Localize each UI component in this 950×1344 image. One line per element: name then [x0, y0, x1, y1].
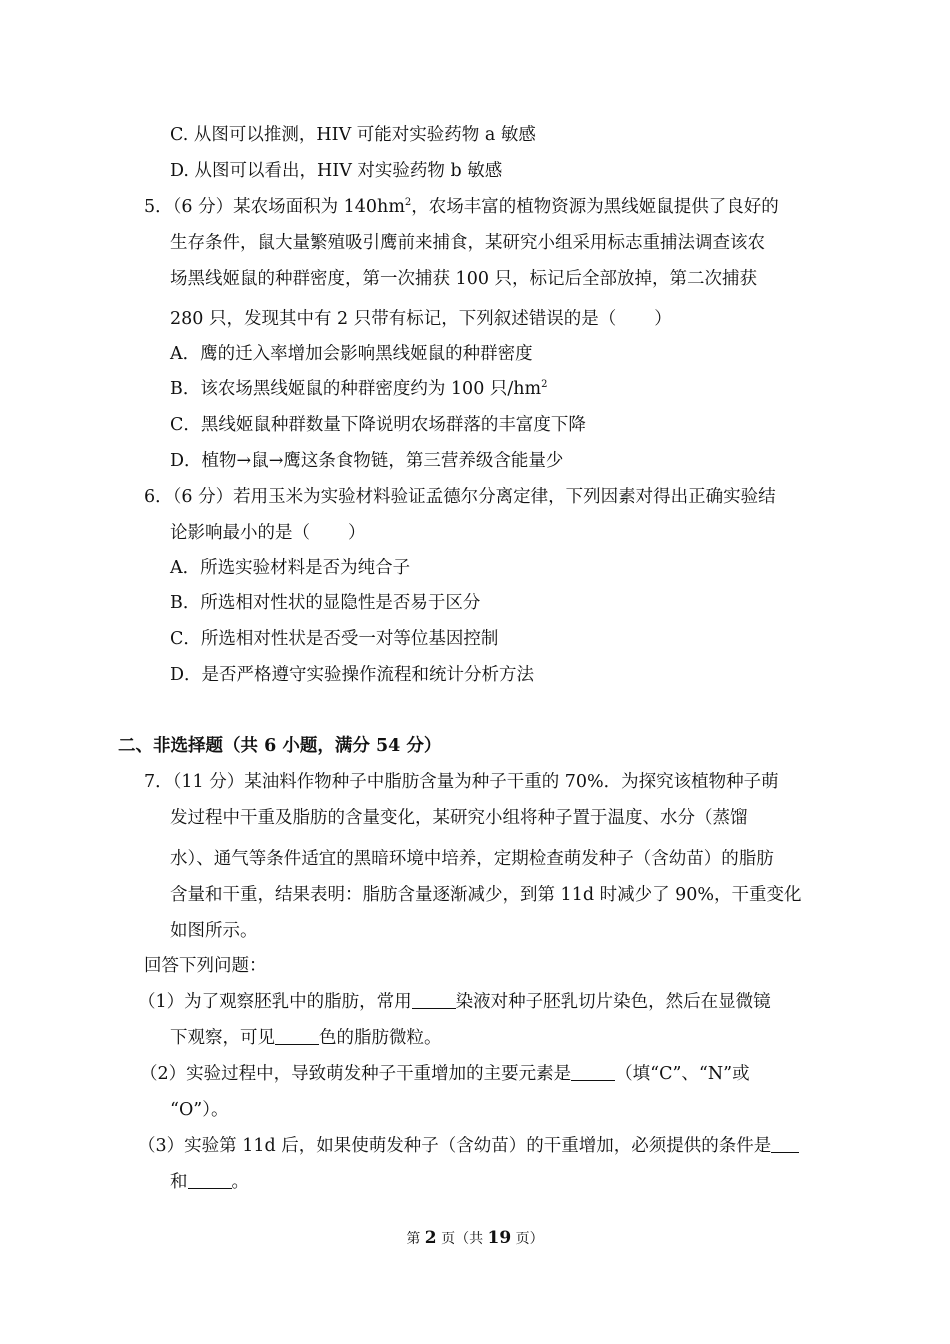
superscript: 2	[404, 197, 412, 209]
prev-option-c: C. 从图可以推测，HIV 可能对实验药物 a 敏感	[170, 125, 536, 145]
q7-part1-text: 下观察，可见	[170, 1028, 275, 1048]
footer-text: 页）	[515, 1231, 544, 1247]
q7-part3-text: （3）实验第 11d 后，如果使萌发种子（含幼苗）的干重增加，必须提供的条件是	[138, 1136, 772, 1156]
answer-blank[interactable]	[571, 1062, 615, 1081]
answer-blank[interactable]	[188, 1170, 232, 1189]
q7-line-3: 水）、通气等条件适宜的黑暗环境中培养，定期检查萌发种子（含幼苗）的脂肪	[170, 849, 774, 869]
q7-part2-text: （填“C”、“N”或	[615, 1064, 750, 1084]
q7-part3-text: 。	[231, 1172, 249, 1192]
page-number: 2	[424, 1228, 437, 1248]
q7-line-5: 如图所示。	[170, 921, 258, 941]
q5-option-d: D．植物→鼠→鹰这条食物链，第三营养级含能量少	[170, 451, 564, 471]
q5-line-4	[170, 307, 672, 331]
q7-line-4: 含量和干重，结果表明：脂肪含量逐渐减少，到第 11d 时减少了 90%，干重变化	[170, 885, 802, 905]
q6-text: 论影响最小的是（	[170, 523, 310, 543]
q7-part2-line-1	[140, 1062, 750, 1086]
q5-option-b	[170, 377, 548, 401]
answer-blank[interactable]	[412, 990, 456, 1009]
q5-text: 280 只，发现其中有 2 只带有标记，下列叙述错误的是（	[170, 309, 617, 329]
q5-option-a: A．鹰的迁入率增加会影响黑线姬鼠的种群密度	[170, 344, 533, 364]
q7-part1-line-1	[138, 990, 771, 1014]
q5-text: ）	[654, 309, 672, 329]
q7-line-1: 7．（11 分）某油料作物种子中脂肪含量为种子干重的 70%．为探究该植物种子萌	[144, 772, 779, 792]
q7-part1-text: （1）为了观察胚乳中的脂肪，常用	[138, 992, 412, 1012]
prev-option-d: D. 从图可以看出，HIV 对实验药物 b 敏感	[170, 161, 503, 181]
q7-prompt: 回答下列问题：	[144, 956, 267, 976]
q7-line-2: 发过程中干重及脂肪的含量变化，某研究小组将种子置于温度、水分（蒸馏	[170, 808, 748, 828]
q5-line-1	[144, 195, 779, 219]
footer-text: 第	[406, 1231, 421, 1247]
footer-text: 页（共	[441, 1231, 484, 1247]
q6-line-2	[170, 521, 366, 545]
q5-text: ，农场丰富的植物资源为黑线姬鼠提供了良好的	[411, 197, 779, 217]
section-heading: 二、非选择题（共 6 小题，满分 54 分）	[118, 736, 442, 756]
q5-line-3: 场黑线姬鼠的种群密度，第一次捕获 100 只，标记后全部放掉，第二次捕获	[170, 269, 758, 289]
page-footer	[0, 1226, 950, 1251]
q7-part3-line-1	[138, 1134, 799, 1158]
q7-part1-line-2	[170, 1026, 442, 1050]
superscript: 2	[541, 379, 548, 391]
total-pages: 19	[487, 1228, 512, 1248]
q7-part3-text: 和	[170, 1172, 188, 1192]
q5-option-c: C．黑线姬鼠种群数量下降说明农场群落的丰富度下降	[170, 415, 586, 435]
q6-option-b: B．所选相对性状的显隐性是否易于区分	[170, 593, 481, 613]
q7-part2-line-2: “O”）。	[170, 1100, 229, 1120]
q5-text: 5．（6 分）某农场面积为 140hm	[144, 197, 405, 217]
answer-blank[interactable]	[771, 1134, 799, 1153]
q7-part3-line-2	[170, 1170, 249, 1194]
q7-part1-text: 染液对种子胚乳切片染色，然后在显微镜	[455, 992, 771, 1012]
q6-option-a: A．所选实验材料是否为纯合子	[170, 558, 411, 578]
q7-part1-text: 色的脂肪微粒。	[319, 1028, 442, 1048]
answer-blank[interactable]	[275, 1026, 319, 1045]
q6-line-1: 6．（6 分）若用玉米为实验材料验证孟德尔分离定律，下列因素对得出正确实验结	[144, 487, 776, 507]
q6-text: ）	[348, 523, 366, 543]
q5-option-b-text: B．该农场黑线姬鼠的种群密度约为 100 只/hm	[170, 379, 542, 399]
q7-part2-text: （2）实验过程中，导致萌发种子干重增加的主要元素是	[140, 1064, 572, 1084]
q5-line-2: 生存条件，鼠大量繁殖吸引鹰前来捕食，某研究小组采用标志重捕法调查该农	[170, 233, 765, 253]
q6-option-c: C．所选相对性状是否受一对等位基因控制	[170, 629, 499, 649]
q6-option-d: D．是否严格遵守实验操作流程和统计分析方法	[170, 665, 535, 685]
